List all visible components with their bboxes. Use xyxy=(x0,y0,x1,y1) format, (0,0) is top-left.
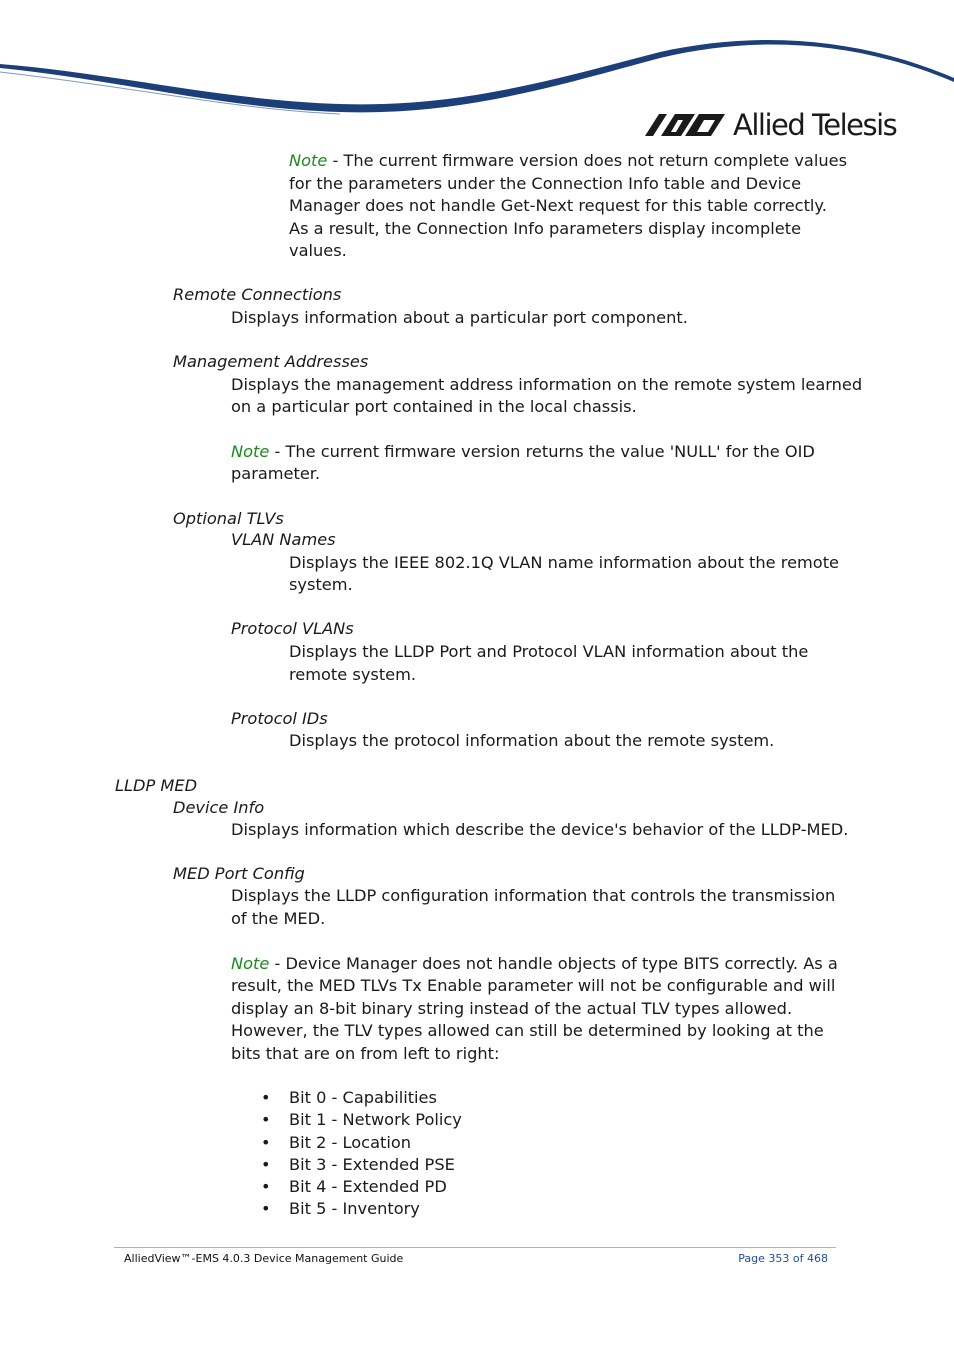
list-item: • Bit 1 - Network Policy xyxy=(259,1109,462,1131)
note-line: values. xyxy=(289,241,347,260)
note-line: As a result, the Connection Info parameters display incomplete xyxy=(289,219,802,238)
note-label: Note xyxy=(289,151,328,170)
note-line: display an 8-bit binary string instead of the actual TLV types allowed. xyxy=(231,999,793,1018)
logo-wordmark: Allied Telesis xyxy=(733,108,897,142)
footer-doc-title: AlliedView™-EMS 4.0.3 Device Management Guide xyxy=(124,1252,404,1265)
note-line: parameter. xyxy=(231,464,321,483)
note-label: Note xyxy=(231,954,270,973)
desc-vlan-names: Displays the IEEE 802.1Q VLAN name information about the remote xyxy=(289,553,840,572)
heading-remote-connections: Remote Connections xyxy=(173,285,342,304)
desc-protocol-ids: Displays the protocol information about the remote system. xyxy=(289,731,775,750)
desc-protocol-vlans: Displays the LLDP Port and Protocol VLAN information about the xyxy=(289,642,809,661)
allied-telesis-logo xyxy=(645,108,896,142)
heading-protocol-ids: Protocol IDs xyxy=(231,709,328,728)
logo-mark-icon xyxy=(645,112,727,138)
heading-optional-tlvs: Optional TLVs xyxy=(173,509,284,528)
desc-management-addresses: Displays the management address information on the remote system learned xyxy=(231,375,863,394)
note-label: Note xyxy=(231,442,270,461)
note-connection-info: Note - The current firmware version does not return complete values xyxy=(289,151,848,170)
desc-protocol-vlans: remote system. xyxy=(289,665,417,684)
note-line: Manager does not handle Get-Next request for this table correctly. xyxy=(289,196,827,215)
desc-med-port-config: Displays the LLDP configuration information that controls the transmission xyxy=(231,886,836,905)
list-item: • Bit 4 - Extended PD xyxy=(259,1176,462,1198)
bits-list xyxy=(259,1087,462,1221)
desc-remote-connections: Displays information about a particular port component. xyxy=(231,308,688,327)
heading-lldp-med: LLDP MED xyxy=(115,776,198,795)
list-item: • Bit 2 - Location xyxy=(259,1132,462,1154)
list-item: • Bit 3 - Extended PSE xyxy=(259,1154,462,1176)
note-line: bits that are on from left to right: xyxy=(231,1044,500,1063)
heading-management-addresses: Management Addresses xyxy=(173,352,369,371)
heading-med-port-config: MED Port Config xyxy=(173,864,305,883)
desc-management-addresses: on a particular port contained in the local chassis. xyxy=(231,397,637,416)
footer-page-number: Page 353 of 468 xyxy=(738,1252,828,1265)
note-line: result, the MED TLVs Tx Enable parameter will not be configurable and will xyxy=(231,976,836,995)
list-item: • Bit 0 - Capabilities xyxy=(259,1087,462,1109)
note-management-addresses: Note - The current firmware version returns the value 'NULL' for the OID xyxy=(231,442,815,461)
footer-divider xyxy=(114,1247,836,1248)
heading-protocol-vlans: Protocol VLANs xyxy=(231,619,354,638)
note-line: However, the TLV types allowed can still be determined by looking at the xyxy=(231,1021,824,1040)
heading-vlan-names: VLAN Names xyxy=(231,530,336,549)
note-line: for the parameters under the Connection Info table and Device xyxy=(289,174,802,193)
desc-med-port-config: of the MED. xyxy=(231,909,326,928)
desc-vlan-names: system. xyxy=(289,575,353,594)
desc-device-info: Displays information which describe the device's behavior of the LLDP-MED. xyxy=(231,820,849,839)
heading-device-info: Device Info xyxy=(173,798,265,817)
list-item: • Bit 5 - Inventory xyxy=(259,1198,462,1220)
note-med-port-config: Note - Device Manager does not handle objects of type BITS correctly. As a xyxy=(231,954,838,973)
